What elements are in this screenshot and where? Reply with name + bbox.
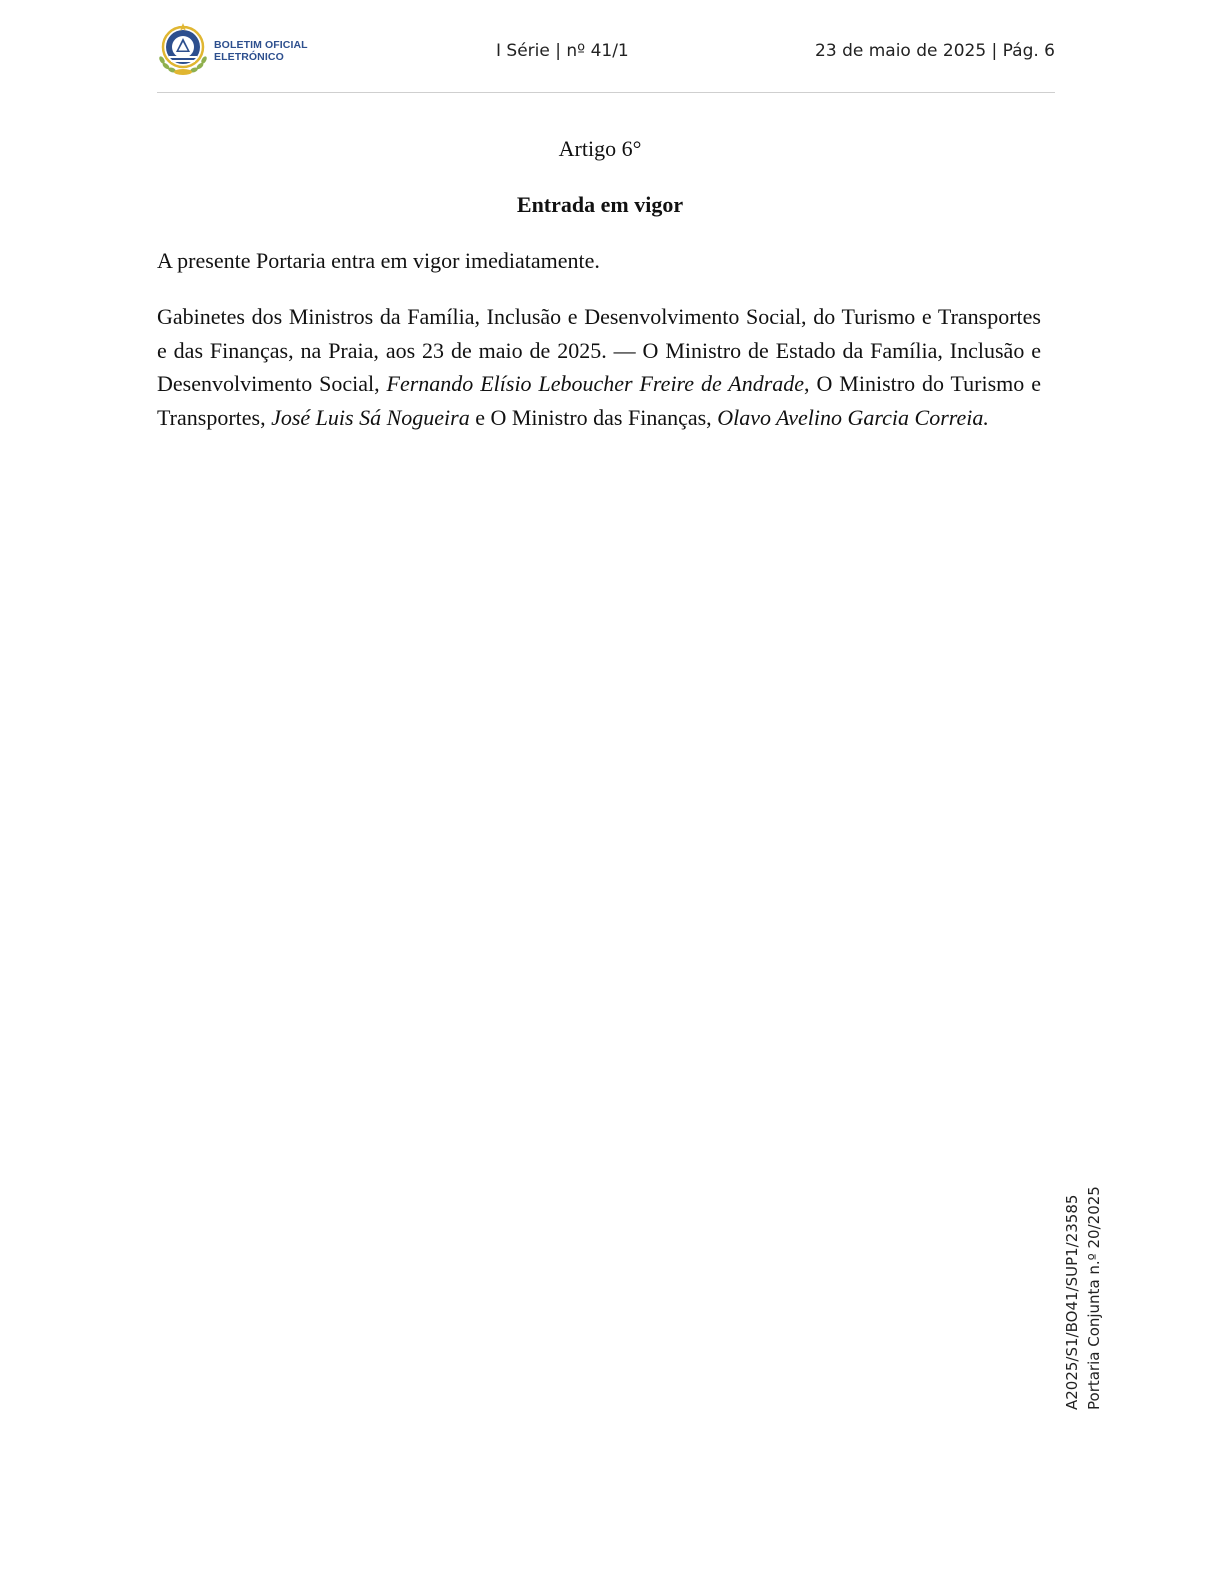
signatories-text-3: e O Ministro das Finanças, bbox=[469, 405, 718, 431]
page-header bbox=[157, 22, 1055, 82]
document-code: A2025/S1/BO41/SUP1/23585 bbox=[1063, 1194, 1081, 1410]
article-number: Artigo 6° bbox=[558, 136, 642, 161]
date-and-page: 23 de maio de 2025 | Pág. 6 bbox=[815, 41, 1055, 61]
logo-line1: BOLETIM OFICIAL bbox=[214, 39, 308, 51]
paragraph-signatories bbox=[157, 300, 1041, 435]
signatories-text-1: Gabinetes dos Ministros da Família, Inclusão e Desenvolvimento Social, do Turismo e Transportes e das Finanças, na Praia, aos 23 de maio de 2025. — O Ministro de Estado da Família, Inclusão e Desenvolvimento Social, bbox=[157, 304, 1041, 397]
signatory-name-1: Fernando Elísio Leboucher Freire de Andrade bbox=[386, 371, 805, 397]
issue-number: I Série | nº 41/1 bbox=[496, 41, 629, 61]
article-title: Entrada em vigor bbox=[516, 192, 684, 217]
portaria-reference: Portaria Conjunta n.º 20/2025 bbox=[1085, 1186, 1103, 1410]
paragraph-entry-into-force: A presente Portaria entra em vigor imediatamente. bbox=[157, 248, 600, 273]
boletim-logo bbox=[157, 22, 317, 80]
signatory-name-3: Olavo Avelino Garcia Correia. bbox=[717, 405, 989, 431]
logo-text bbox=[214, 39, 308, 63]
signatory-name-2: José Luis Sá Nogueira bbox=[271, 405, 470, 431]
cabo-verde-emblem-icon bbox=[157, 22, 213, 80]
logo-line2: ELETRÓNICO bbox=[214, 51, 284, 63]
header-divider bbox=[157, 92, 1055, 93]
signatories-text-2: , O Ministro do Turismo e Transportes, bbox=[157, 371, 1041, 431]
document-reference-sidebar bbox=[1061, 1186, 1105, 1410]
